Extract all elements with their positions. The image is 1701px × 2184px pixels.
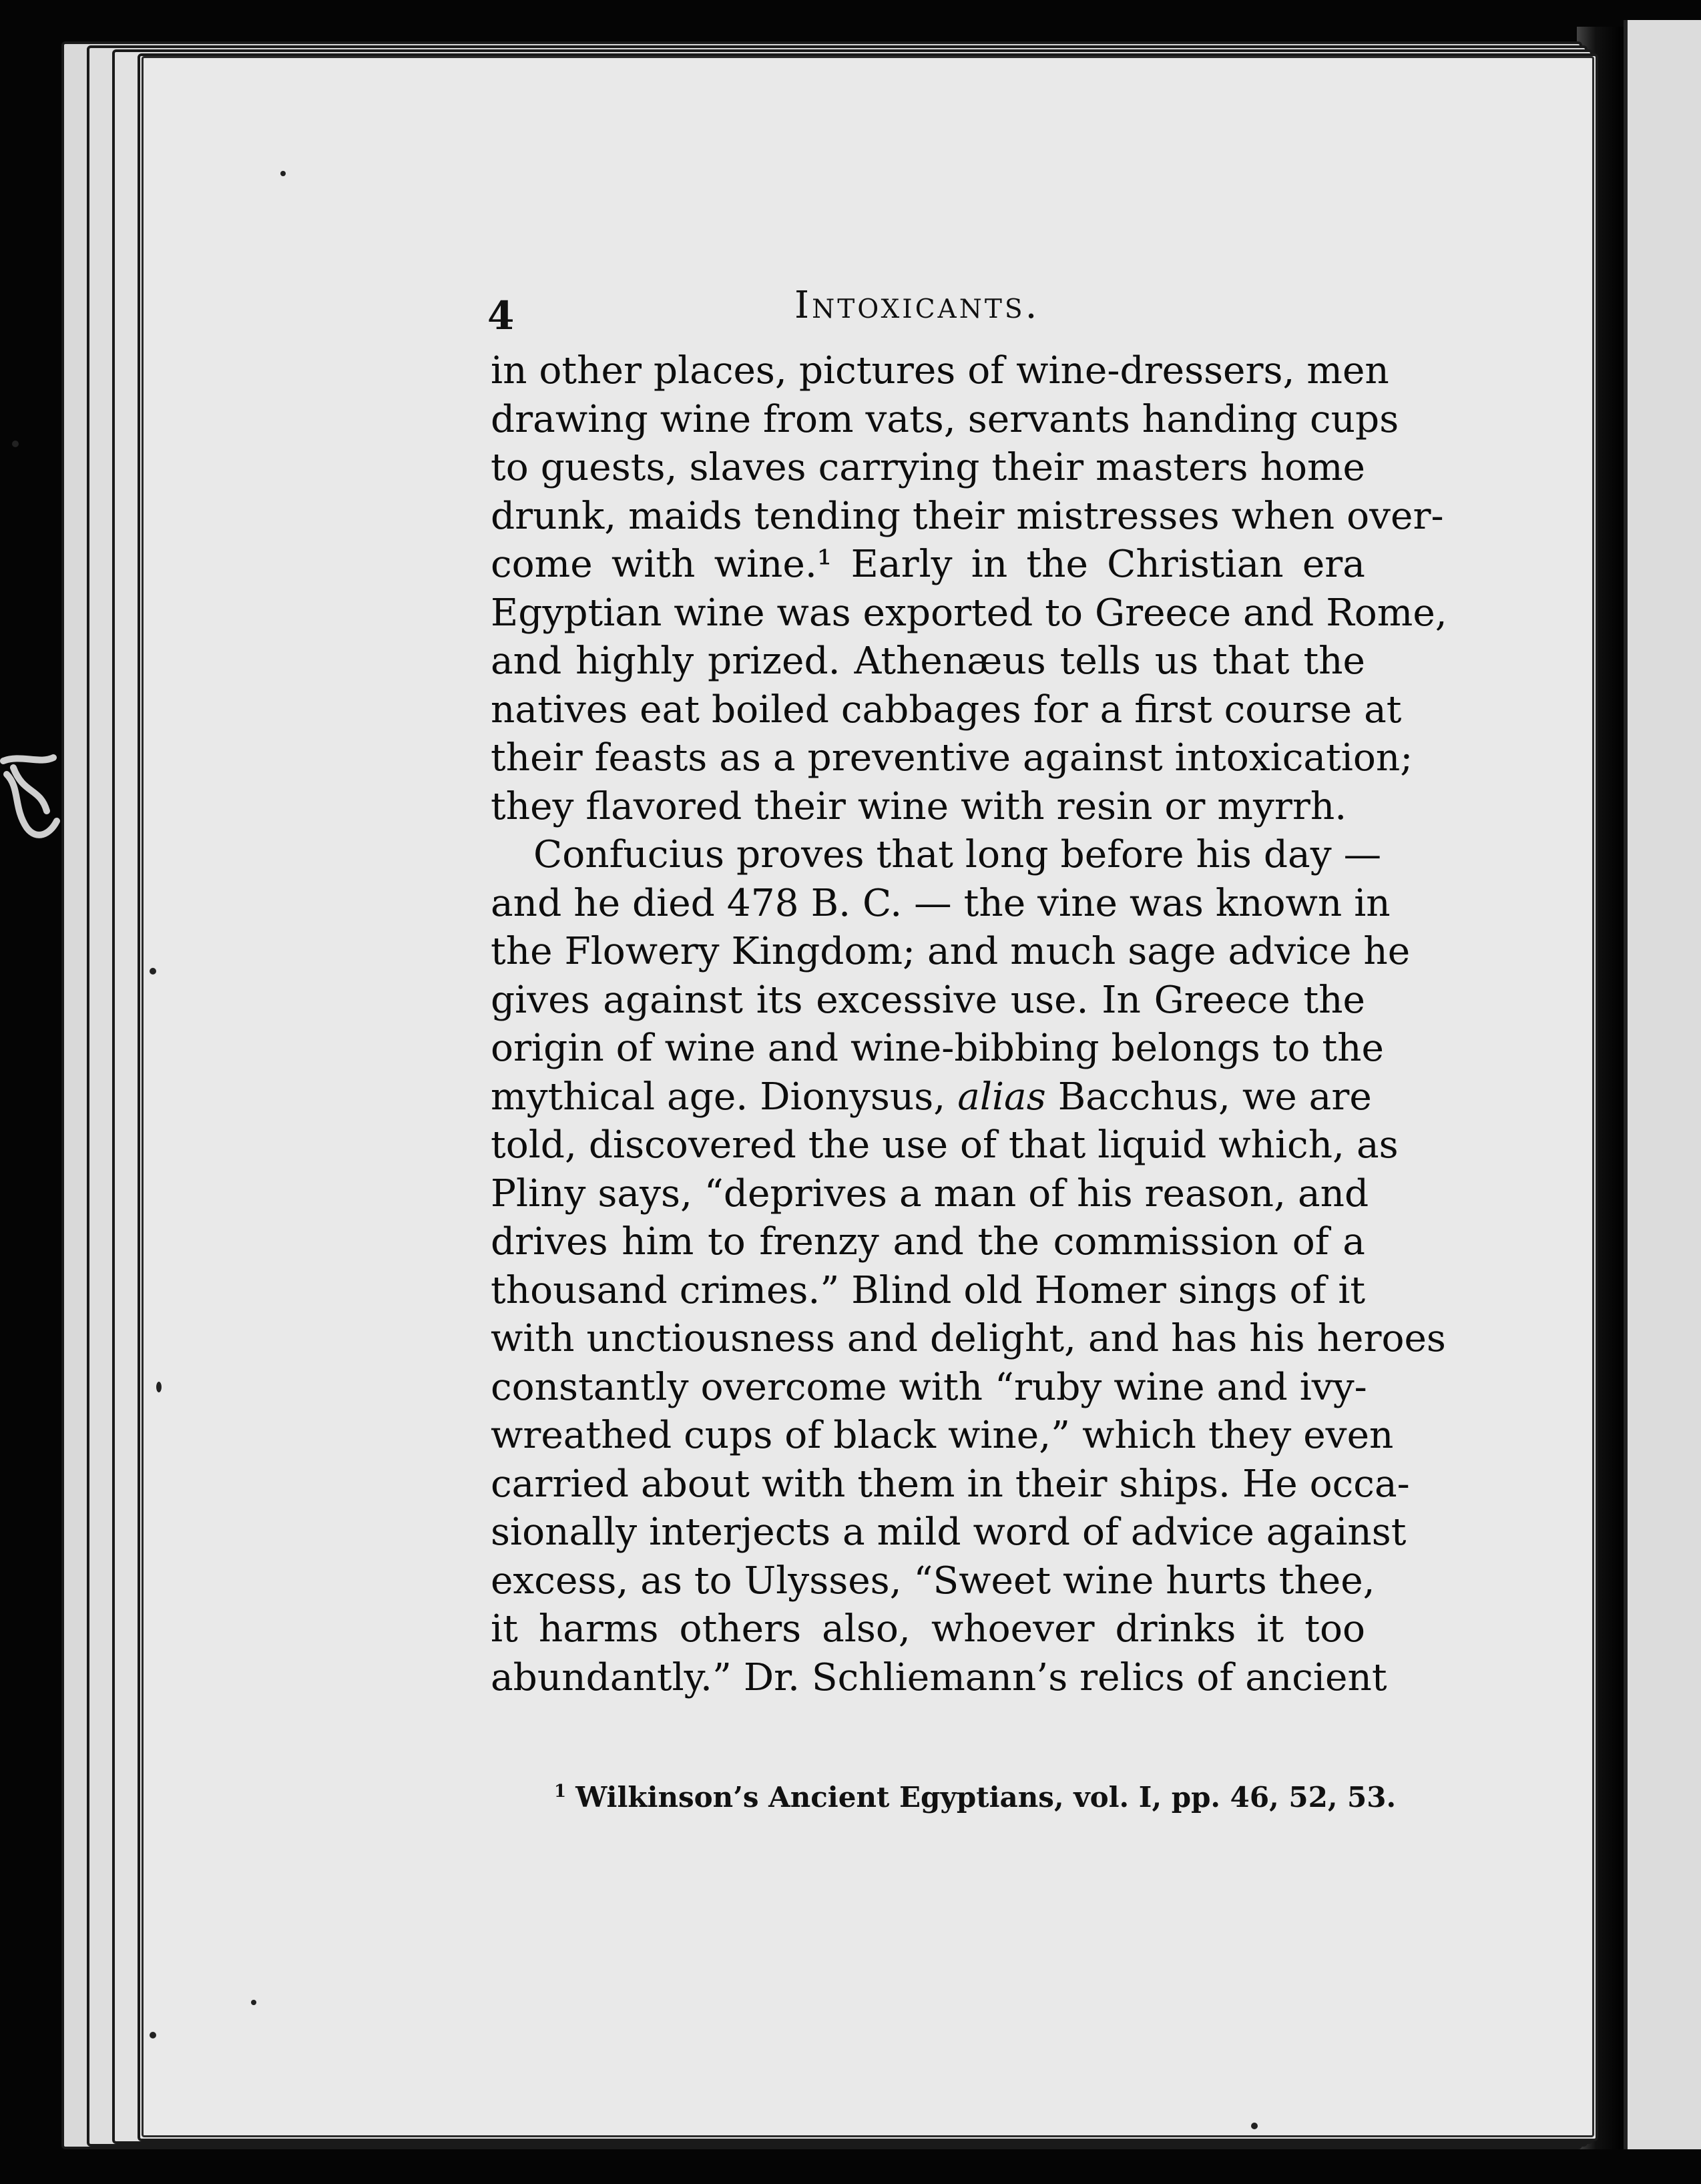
footnote-marker: 1 (554, 1782, 567, 1802)
scan-speck (280, 171, 286, 176)
text-line: told, discovered the use of that liquid which, as (491, 1123, 1399, 1167)
text-line: and highly prized. Athenæus tells us that the (491, 639, 1365, 683)
text-line: carried about with them in their ships. He occa- (491, 1462, 1410, 1506)
text-line: Pliny says, “deprives a man of his reason, and (491, 1171, 1369, 1215)
text-line: drives him to frenzy and the commission of a (491, 1220, 1365, 1264)
body-text (491, 347, 1447, 1702)
text-line: drawing wine from vats, servants handing cups (491, 397, 1399, 441)
text-line: constantly overcome with “ruby wine and ivy- (491, 1365, 1367, 1409)
footnote (554, 1781, 1397, 1814)
text-line: abundantly.” Dr. Schliemann’s relics of ancient (491, 1655, 1387, 1699)
page-number: 4 (487, 293, 515, 338)
text-span: mythical age. Dionysus, (491, 1075, 958, 1119)
text-line: to guests, slaves carrying their masters home (491, 446, 1365, 489)
scan-speck (1251, 2123, 1258, 2129)
facing-page-edge (1624, 20, 1701, 2149)
scan-speck (150, 968, 156, 975)
scan-speck (251, 2000, 256, 2005)
text-line: thousand crimes.” Blind old Homer sings of it (491, 1268, 1366, 1312)
text-line-with-italic (491, 1073, 1372, 1122)
text-line: and he died 478 B. C. — the vine was known in (491, 881, 1391, 925)
text-line: sionally interjects a mild word of advice against (491, 1511, 1407, 1554)
scan-speck (156, 1382, 162, 1392)
text-line: in other places, pictures of wine-dressers, men (491, 349, 1389, 392)
paragraph (491, 347, 1447, 831)
running-header (487, 284, 1355, 337)
text-line: their feasts as a preventive against intoxication; (491, 736, 1413, 780)
scan-speck (150, 2032, 156, 2038)
text-line: they flavored their wine with resin or myrrh. (491, 784, 1347, 828)
text-line: the Flowery Kingdom; and much sage advice he (491, 930, 1411, 973)
paragraph (491, 831, 1446, 1702)
italic-word: alias (957, 1075, 1046, 1119)
text-line: Egyptian wine was exported to Greece and Rome, (491, 591, 1447, 635)
binding-thread-icon (0, 748, 60, 848)
footnote-text: Wilkinson’s Ancient Egyptians, vol. I, pp. 46, 52, 53. (575, 1781, 1397, 1814)
text-line: with unctiousness and delight, and has his heroes (491, 1317, 1446, 1360)
text-line: it harms others also, whoever drinks it too (491, 1607, 1365, 1651)
text-line: wreathed cups of black wine,” which they even (491, 1414, 1394, 1457)
text-line: Confucius proves that long before his day — (533, 833, 1382, 876)
text-line: excess, as to Ulysses, “Sweet wine hurts thee, (491, 1559, 1375, 1603)
text-span: Bacchus, we are (1045, 1075, 1372, 1119)
text-line: gives against its excessive use. In Greece the (491, 978, 1365, 1022)
text-line: natives eat boiled cabbages for a first course at (491, 688, 1402, 732)
text-line: origin of wine and wine-bibbing belongs to the (491, 1027, 1384, 1070)
text-line: drunk, maids tending their mistresses when over- (491, 494, 1444, 538)
running-title: Intoxicants. (794, 284, 1040, 327)
scan-speck (12, 441, 19, 447)
text-line: come with wine.¹ Early in the Christian era (491, 543, 1365, 586)
